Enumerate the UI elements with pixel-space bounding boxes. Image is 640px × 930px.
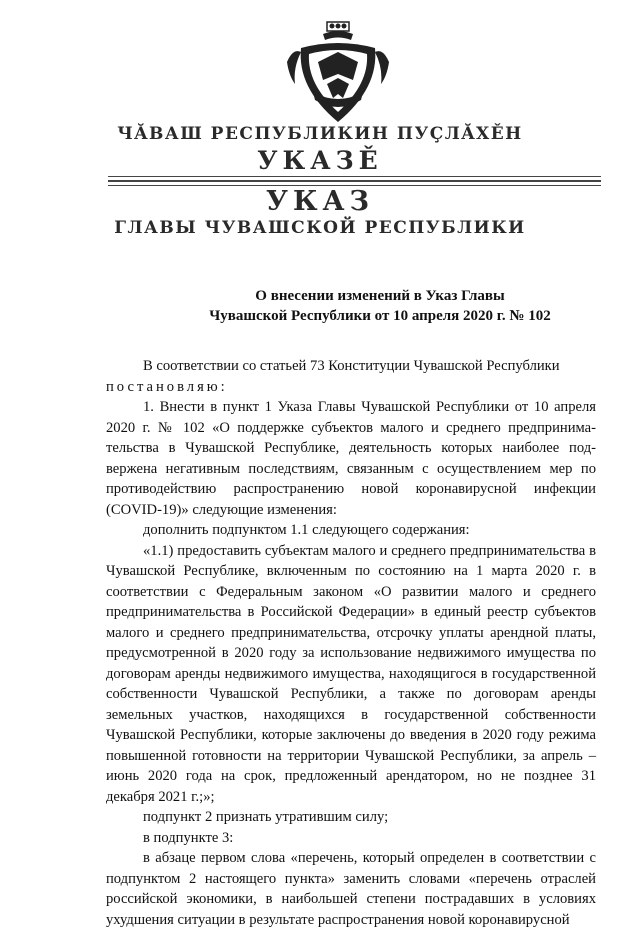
ornament-left-icon xyxy=(287,51,301,84)
paragraph-5: в подпункте 3: xyxy=(143,829,234,846)
document-title xyxy=(0,286,640,326)
header-divider xyxy=(108,180,601,182)
header-divider xyxy=(108,176,601,177)
coat-of-arms-emblem xyxy=(283,18,393,126)
chuvash-decree-title: УКАЗĚ xyxy=(257,146,383,175)
ornament-right-icon xyxy=(375,51,389,84)
paragraph-3: «1.1) предоставить субъектам малого и среднего предпринимательства в Чувашской Республике, включенным по состоянию на 1 марта 2020 г. в соответствии с Федеральным законом «О развитии малого и среднего предпринимательства в Российской Федерации» в единый реестр субъектов малого и среднего предпринимательства, отсрочку уплаты арендной платы, предусмотренной в 2020 году за использование недвижимого имущества по договорам аренды недвижимого имущества, находящигося в государственной собственности Чувашской Республики, а также по договорам аренды земельных участков, находящихся в государственной собственности Чувашской Республики, которые заключены до введения в 2020 году режима повышенной готовности на территории Чувашской Республики, за апрель – июнь 2020 года на срок, предложенный арендатором, но не позднее 31 декабря 2021 г.;»; xyxy=(106,542,596,805)
shield-icon xyxy=(301,43,376,122)
paragraph-4: подпункт 2 признать утратившим силу; xyxy=(143,809,389,825)
decree-word: постановляю: xyxy=(106,378,228,395)
paragraph-6: в абзаце первом слова «перечень, который определен в соответствии с подпунктом 2 настоящего пункта» заменить словами «перечень отраслей российской экономики, в наибольшей степени пострадавших в условиях ухудшения ситуации в результате распространения новой коронавирусной xyxy=(106,850,596,928)
russian-decree-title: УКАЗ xyxy=(266,186,374,217)
crown-icon xyxy=(323,22,353,40)
document-body xyxy=(106,356,596,930)
chuvash-header-line: ЧĂВАШ РЕСПУБЛИКИН ПУҪЛĂХĚН xyxy=(117,124,523,144)
paragraph-1: 1. Внести в пункт 1 Указа Главы Чувашской Республики от 10 апреля 2020 г. № 102 «О поддержке субъектов малого и среднего предпринимательства в Чувашской Республике, деятельность которых наиболее подвержена негативным последствиям, связанным с осуществлением мер по противодействию распространению новой коронавирусной инфекции (COVID-19)» следующие изменения: xyxy=(106,399,596,518)
title-line-2: Чувашской Республики от 10 апреля 2020 г. № 102 xyxy=(209,308,551,324)
intro-paragraph: В соответствии со статьей 73 Конституции Чувашской Республики xyxy=(143,358,560,374)
russian-decree-subtitle: ГЛАВЫ ЧУВАШСКОЙ РЕСПУБЛИКИ xyxy=(114,218,526,238)
paragraph-2: дополнить подпунктом 1.1 следующего содержания: xyxy=(143,522,470,538)
title-line-1: О внесении изменений в Указ Главы xyxy=(255,288,505,304)
